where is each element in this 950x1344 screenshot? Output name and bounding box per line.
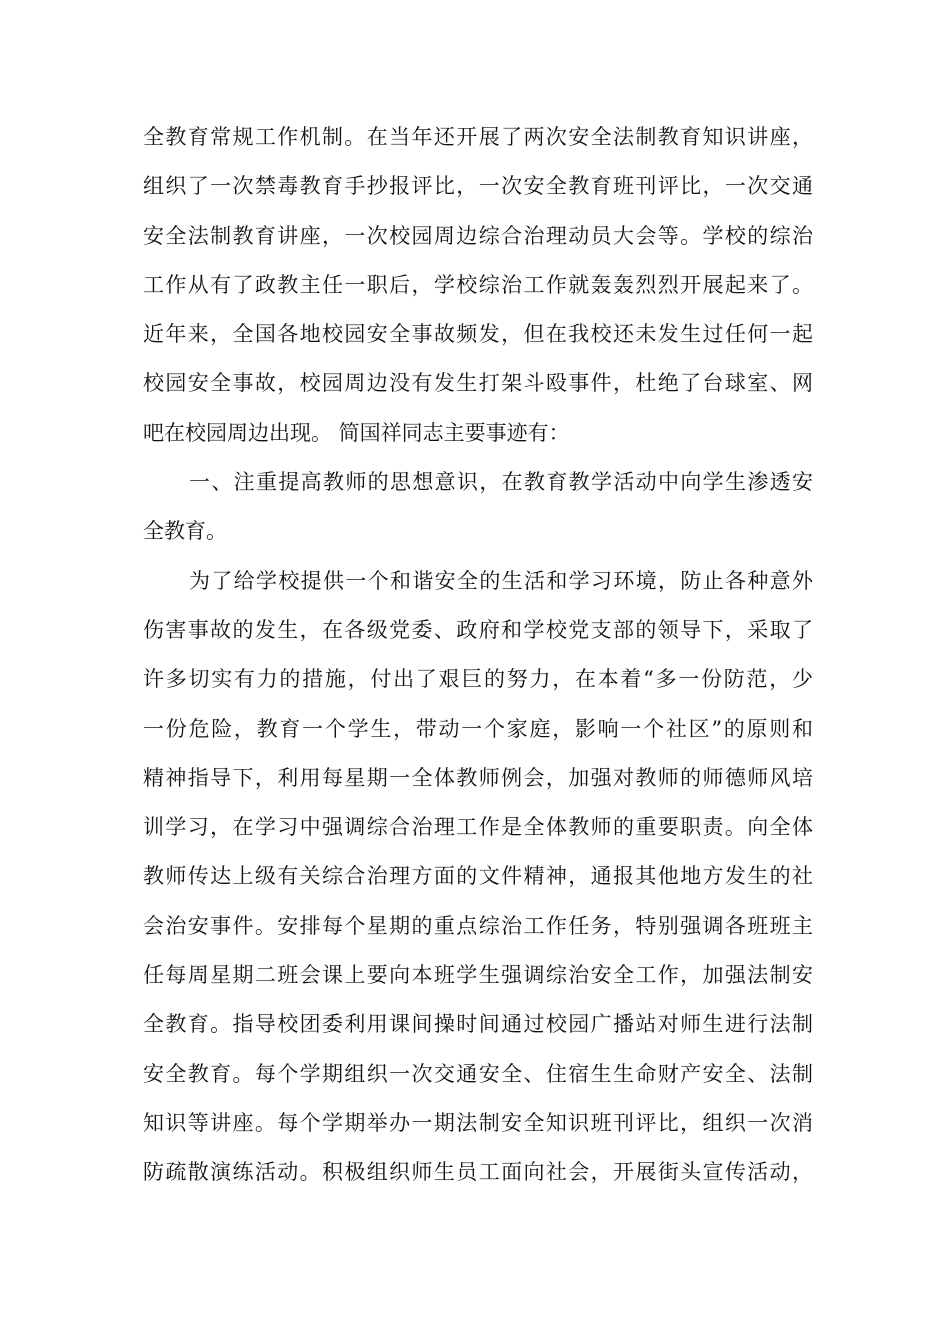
text-line: 会治安事件。安排每个星期的重点综治工作任务，特别强调各班班主 bbox=[143, 913, 813, 938]
text-line: 许多切实有力的措施，付出了艰巨的努力，在本着“多一份防范，少 bbox=[143, 667, 813, 692]
document-body bbox=[143, 113, 813, 1198]
text-line: 全教育。 bbox=[143, 519, 227, 544]
text-line: 安全教育。每个学期组织一次交通安全、住宿生生命财产安全、法制 bbox=[143, 1061, 813, 1086]
text-line: 一、注重提高教师的思想意识，在教育教学活动中向学生渗透安 bbox=[189, 470, 813, 495]
text-line: 全教育。指导校团委利用课间操时间通过校园广播站对师生进行法制 bbox=[143, 1012, 813, 1037]
text-line: 为了给学校提供一个和谐安全的生活和学习环境，防止各种意外 bbox=[189, 568, 813, 593]
text-line: 校园安全事故，校园周边没有发生打架斗殴事件，杜绝了台球室、网 bbox=[143, 371, 813, 396]
text-line: 教师传达上级有关综合治理方面的文件精神，通报其他地方发生的社 bbox=[143, 864, 813, 889]
text-line: 精神指导下，利用每星期一全体教师例会，加强对教师的师德师风培 bbox=[143, 765, 813, 790]
text-line: 防疏散演练活动。积极组织师生员工面向社会，开展街头宣传活动， bbox=[143, 1160, 813, 1185]
text-line: 吧在校园周边出现。 简国祥同志主要事迹有： bbox=[143, 420, 570, 445]
text-line: 工作从有了政教主任一职后，学校综治工作就轰轰烈烈开展起来了。 bbox=[143, 272, 813, 297]
text-line: 一份危险，教育一个学生，带动一个家庭，影响一个社区”的原则和 bbox=[143, 716, 813, 741]
text-line: 近年来，全国各地校园安全事故频发，但在我校还未发生过任何一起 bbox=[143, 322, 813, 347]
text-line: 全教育常规工作机制。在当年还开展了两次安全法制教育知识讲座， bbox=[143, 125, 813, 149]
text-line: 伤害事故的发生，在各级党委、政府和学校党支部的领导下，采取了 bbox=[143, 617, 813, 642]
text-line: 训学习，在学习中强调综合治理工作是全体教师的重要职责。向全体 bbox=[143, 815, 813, 840]
text-line: 安全法制教育讲座，一次校园周边综合治理动员大会等。学校的综治 bbox=[143, 223, 813, 248]
text-line: 组织了一次禁毒教育手抄报评比，一次安全教育班刊评比，一次交通 bbox=[143, 174, 813, 199]
text-line: 知识等讲座。每个学期举办一期法制安全知识班刊评比，组织一次消 bbox=[143, 1110, 813, 1135]
text-line: 任每周星期二班会课上要向本班学生强调综治安全工作，加强法制安 bbox=[143, 963, 813, 988]
